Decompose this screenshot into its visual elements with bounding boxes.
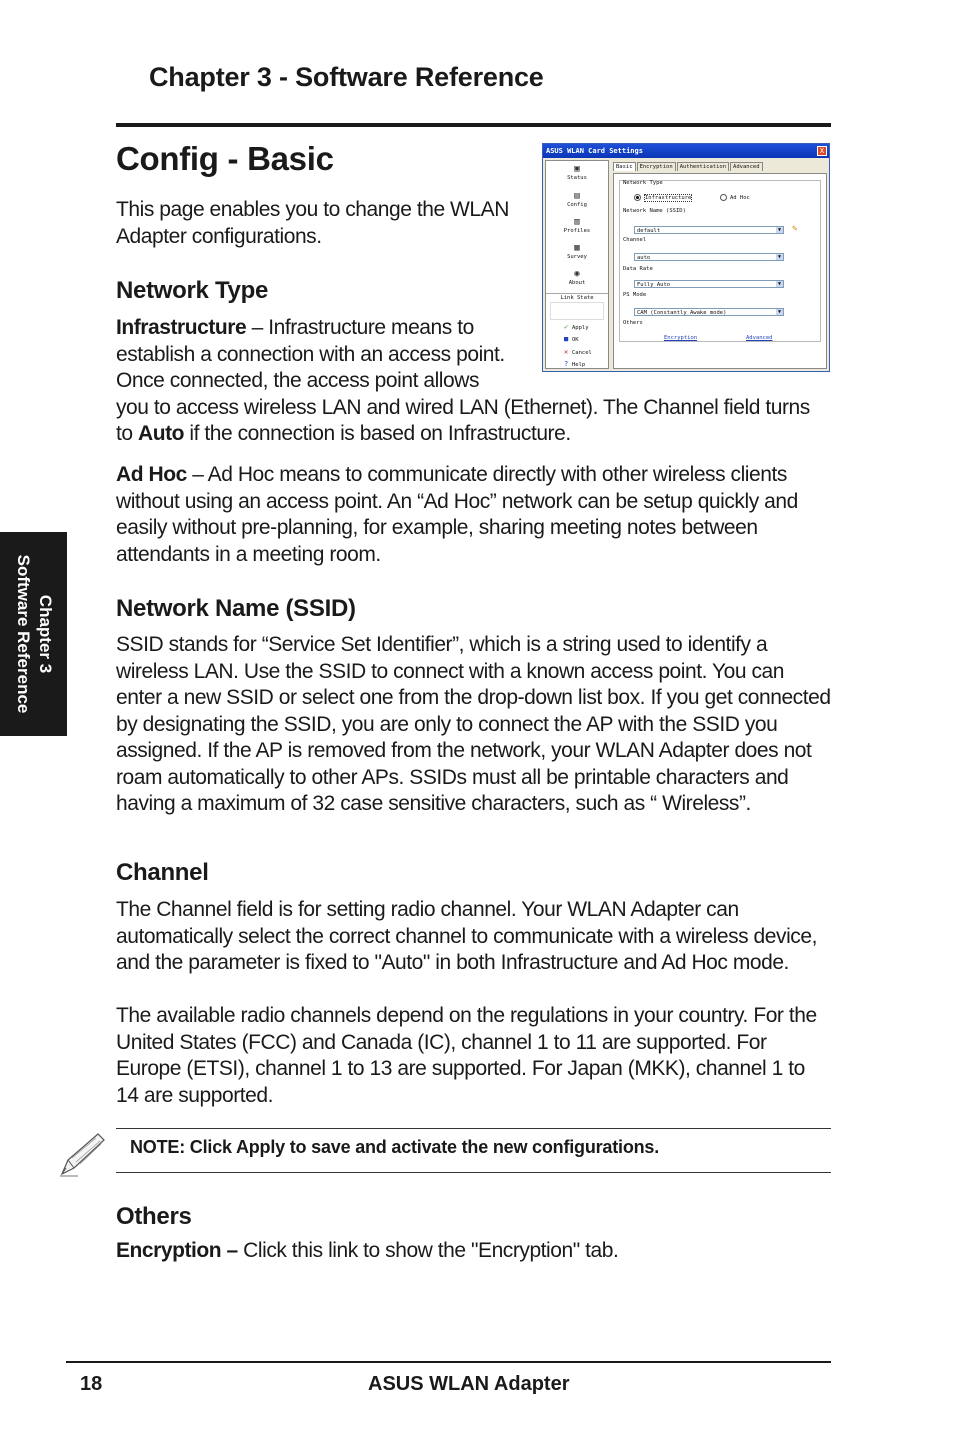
others-label: Others [623,320,643,326]
infrastructure-text-end: if the connection is based on Infrastructure. [184,422,571,445]
sidebar-item-about[interactable]: ◉ About [568,269,586,286]
help-icon: ? [564,360,569,368]
profiles-icon: ▥ [574,217,580,227]
page-title: Config - Basic [116,140,334,177]
link-state-meter [550,302,604,320]
window-sidebar [545,160,609,369]
cross-icon: ✕ [564,348,569,356]
advanced-link[interactable]: Advanced [746,335,773,341]
channel-label: Channel [623,237,647,243]
infrastructure-text: – Infrastructure means to establish a connection with an access point. Once connected, the access point allows you to access wireless LAN and wired LAN (Ethernet). The Channel field turns to [116,316,810,445]
ps-mode-label: PS Mode [623,292,647,298]
chevron-down-icon: ▼ [777,254,781,260]
data-rate-label: Data Rate [623,266,653,272]
side-tab-chapter: Chapter 3 [35,594,55,674]
encryption-paragraph [116,1238,831,1265]
adhoc-text: – Ad Hoc means to communicate directly with other wireless clients without using an access point. An “Ad Hoc” network can be setup quickly and easily without pre-planning, for example, sharing meeting notes between attendants in a meeting room. [116,463,798,566]
window-main [613,162,827,369]
survey-icon: ▦ [574,243,580,253]
channel-heading: Channel [116,859,209,886]
tab-advanced[interactable]: Advanced [730,162,763,171]
help-button[interactable]: ? Help [564,360,586,368]
footer-rule [66,1361,831,1363]
channel-paragraph-2: The available radio channels depend on the regulations in your country. For the United States (FCC) and Canada (IC), channel 1 to 11 are supported. For Europe (ETSI), channel 1 to 13 are supported. For Japan (MKK), channel 1 to 14 are supported. [116,1004,817,1107]
chevron-down-icon: ▼ [777,309,781,315]
apply-button[interactable]: ✓ Apply [564,323,589,331]
auto-term: Auto [138,422,185,445]
network-type-heading: Network Type [116,277,268,304]
chapter-side-tab [0,532,67,736]
window-tabs [613,162,764,172]
about-icon: ◉ [574,269,580,279]
chapter-header: Chapter 3 - Software Reference [149,62,544,92]
encryption-link[interactable]: Encryption [664,335,698,341]
channel-paragraph-1: The Channel field is for setting radio channel. Your WLAN Adapter can automatically select the correct channel to communicate with a wireless device, and the parameter is fixed to "Auto" in both Infrastructure and Ad Hoc mode. [116,898,817,974]
intro-paragraph: This page enables you to change the WLAN Adapter configurations. [116,198,509,248]
chevron-down-icon: ▼ [777,281,781,287]
sidebar-item-config[interactable]: ▤ Config [567,191,587,208]
ssid-paragraph: SSID stands for “Service Set Identifier”, which is a string used to identify a wireless LAN. Use the SSID to connect with a known access point. You can enter a new SSID or select one from the drop-down list box. If you get connected by designating the SSID, you are only to connect the AP with the SSID you assigned. If the AP is removed from the network, your WLAN Adapter does not roam automatically to other APs. SSIDs must all be printable characters and having a maximum of 32 case sensitive characters, such as “ Wireless”. [116,633,831,815]
wand-icon[interactable]: ✎ [792,224,798,234]
encryption-term: Encryption – [116,1239,238,1262]
infrastructure-term: Infrastructure [116,316,247,339]
note-bottom-rule [116,1172,831,1173]
settings-window-screenshot [542,143,830,372]
sidebar-item-status[interactable]: ▣ Status [567,164,587,181]
channel-combo[interactable]: auto ▼ [634,253,784,261]
config-icon: ▤ [574,191,580,201]
tab-basic[interactable]: Basic [613,162,636,171]
check-icon: ✓ [564,323,569,331]
footer-product: ASUS WLAN Adapter [368,1373,570,1395]
data-rate-combo[interactable]: Fully Auto ▼ [634,280,784,288]
ssid-label: Network Name (SSID) [623,208,686,214]
ok-button[interactable]: ■ OK [564,335,579,343]
ssid-heading: Network Name (SSID) [116,595,356,622]
others-heading: Others [116,1203,192,1230]
header-rule [116,123,831,127]
radio-adhoc[interactable]: Ad Hoc [720,194,750,201]
close-icon[interactable]: X [817,146,827,156]
basic-panel [613,173,827,369]
tab-encryption[interactable]: Encryption [637,162,676,171]
radio-infrastructure[interactable]: Infrastructure [634,194,692,201]
ps-mode-combo[interactable]: CAM (Constantly Awake mode) ▼ [634,308,784,316]
ok-icon: ■ [564,335,569,343]
ssid-combo[interactable]: default ▼ [634,226,784,234]
window-titlebar: ASUS WLAN Card Settings [543,144,829,158]
sidebar-item-profiles[interactable]: ▥ Profiles [563,217,591,234]
network-type-label: Network Type [623,180,663,186]
cancel-button[interactable]: ✕ Cancel [564,348,592,356]
note-text: NOTE: Click Apply to save and activate the new configurations. [130,1137,660,1157]
adhoc-term: Ad Hoc [116,463,187,486]
pen-note-icon [58,1130,108,1178]
sidebar-item-survey[interactable]: ▦ Survey [567,243,587,260]
side-tab-title: Software Reference [13,554,33,714]
adhoc-paragraph [116,462,831,568]
encryption-text: Click this link to show the "Encryption" tab. [237,1239,619,1262]
page-number: 18 [80,1373,103,1395]
tab-authentication[interactable]: Authentication [677,162,729,171]
note-top-rule [116,1128,831,1129]
status-icon: ▣ [574,164,580,174]
link-state-label: Link State [546,293,608,301]
chevron-down-icon: ▼ [777,227,781,233]
